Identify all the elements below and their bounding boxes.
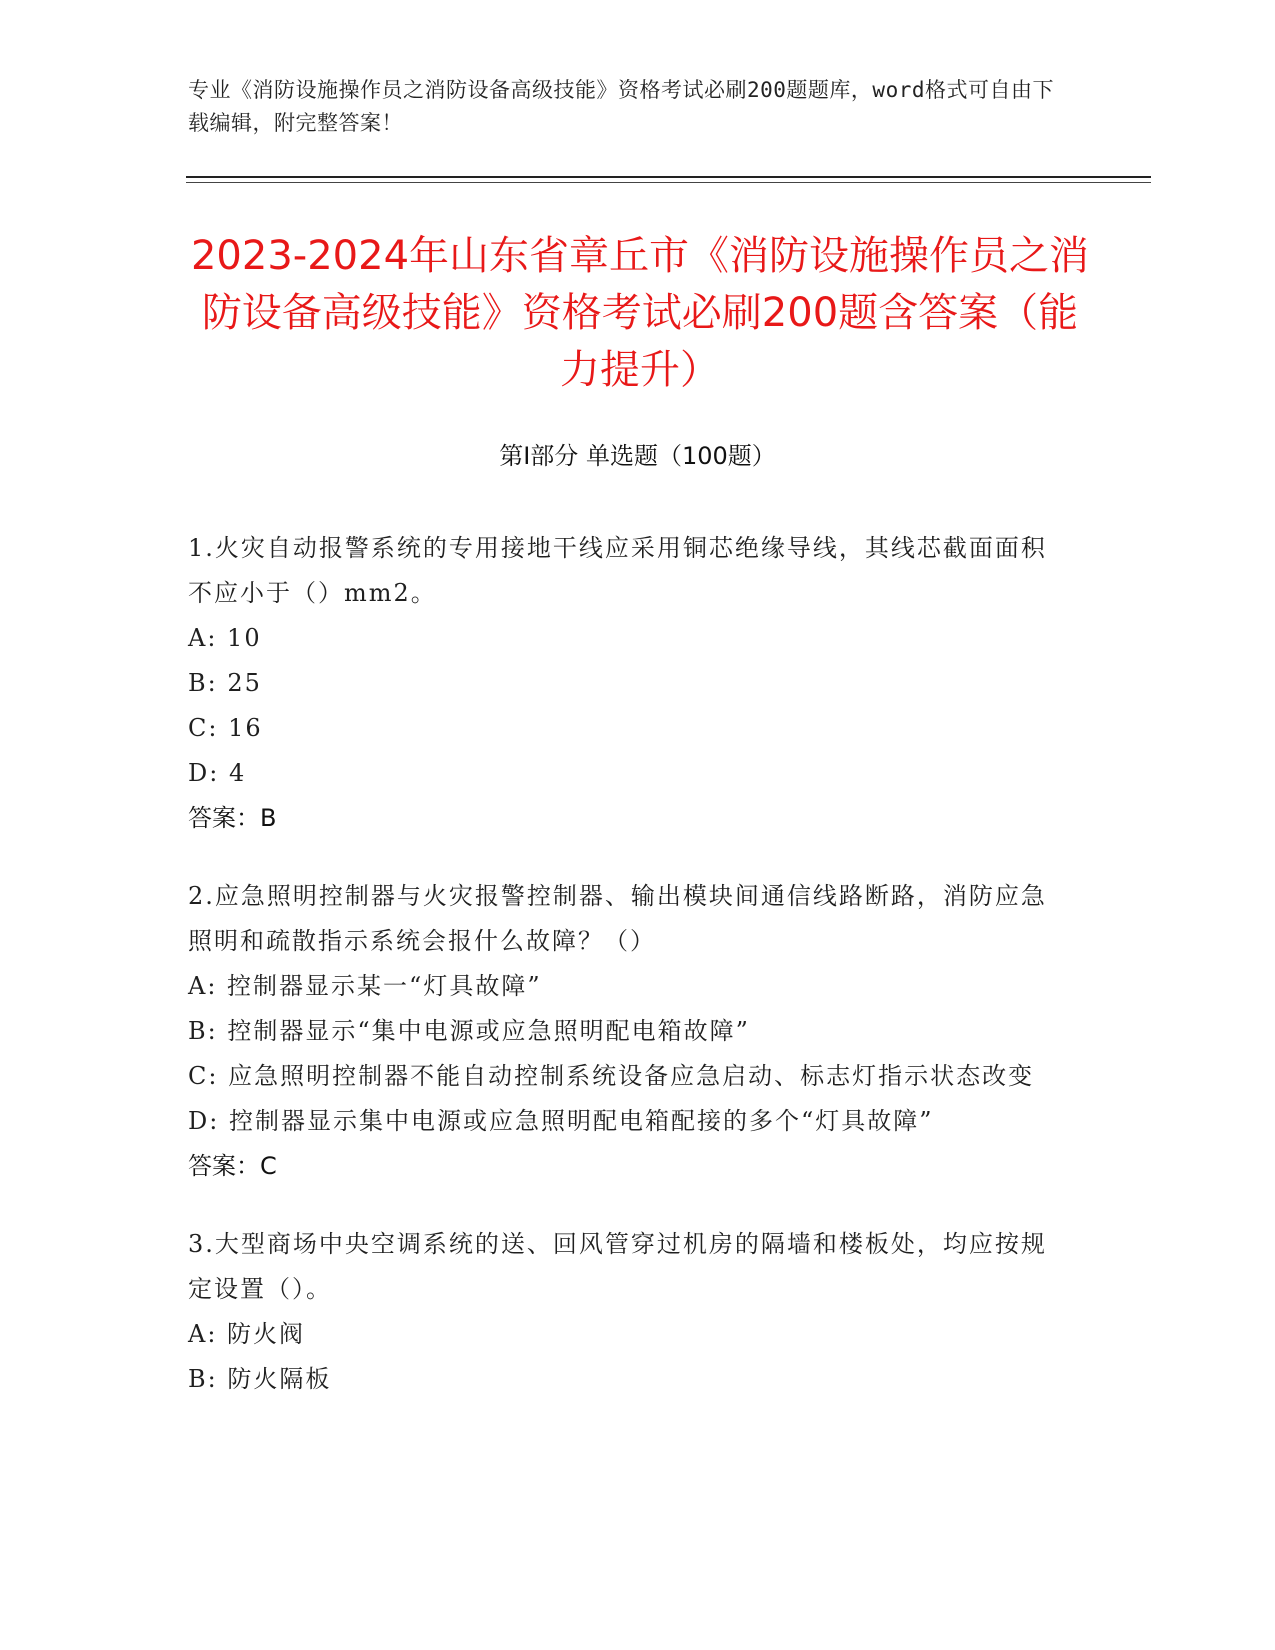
question-3 — [188, 1222, 1068, 1402]
option-b: B: 防火隔板 — [188, 1365, 332, 1393]
header-note: 专业《消防设施操作员之消防设备高级技能》资格考试必刷200题题库，word格式可自由下载编辑，附完整答案！ — [188, 78, 1054, 135]
option-c: C: 应急照明控制器不能自动控制系统设备应急启动、标志灯指示状态改变 — [188, 1062, 1035, 1090]
header-divider-thick — [186, 176, 1151, 178]
document-title: 2023-2024年山东省章丘市《消防设施操作员之消防设备高级技能》资格考试必刷200题含答案（能力提升） — [190, 233, 1090, 393]
option-c: C: 16 — [188, 714, 263, 742]
answer: 答案：C — [188, 1152, 277, 1180]
option-d: D: 4 — [188, 759, 247, 787]
option-b: B: 25 — [188, 669, 262, 697]
question-list — [188, 526, 1068, 1435]
question-text: 1.火灾自动报警系统的专用接地干线应采用铜芯绝缘导线，其线芯截面面积不应小于（）mm2。 — [188, 534, 1047, 607]
answer: 答案：B — [188, 804, 277, 832]
question-2 — [188, 874, 1068, 1189]
option-a: A: 控制器显示某一“灯具故障” — [188, 972, 542, 1000]
header-divider-thin — [186, 182, 1151, 183]
option-a: A: 防火阀 — [188, 1320, 306, 1348]
option-a: A: 10 — [188, 624, 262, 652]
question-text: 3.大型商场中央空调系统的送、回风管穿过机房的隔墙和楼板处，均应按规定设置（）。 — [188, 1230, 1047, 1303]
section-title: 第Ⅰ部分 单选题（100题） — [499, 442, 776, 470]
question-1 — [188, 526, 1068, 841]
question-text: 2.应急照明控制器与火灾报警控制器、输出模块间通信线路断路，消防应急照明和疏散指示系统会报什么故障？（） — [188, 882, 1047, 955]
option-d: D: 控制器显示集中电源或应急照明配电箱配接的多个“灯具故障” — [188, 1107, 934, 1135]
option-b: B: 控制器显示“集中电源或应急照明配电箱故障” — [188, 1017, 750, 1045]
